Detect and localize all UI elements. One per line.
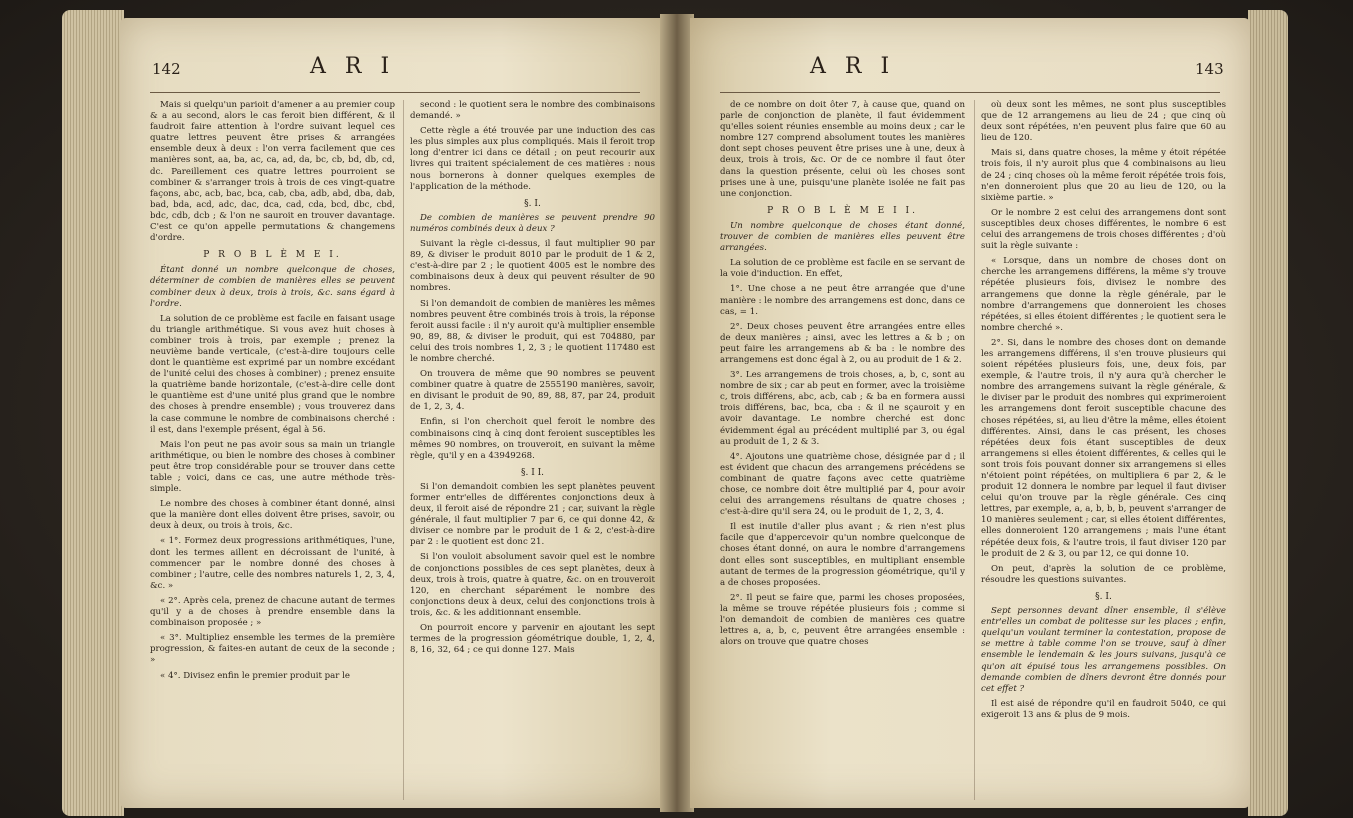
paragraph: De combien de manières se peuvent prendre 90 numéros combinés deux à deux ?	[410, 212, 655, 234]
paragraph: Étant donné un nombre quelconque de choses, déterminer de combien de manières elles se peuvent combiner deux à deux, trois à trois, &c. sans égard à l'ordre.	[150, 265, 395, 309]
paragraph: Si l'on demandoit combien les sept planètes peuvent former entr'elles de différentes conjonctions deux à deux, il feroit aisé de répondre 21 ; car, suivant la règle générale, il faut multiplier 7 par 6, ce qui donne 42, & diviser ce nombre par le produit de 1 & 2, c'est-à-dire par 2 : le quotient est donc 21.	[410, 481, 655, 548]
paragraph: §. I.	[1095, 591, 1112, 602]
left-page-edges	[62, 10, 124, 816]
paragraph: second : le quotient sera le nombre des combinaisons demandé. »	[410, 100, 655, 122]
paragraph: Sept personnes devant dîner ensemble, il s'élève entr'elles un combat de politesse sur les places ; enfin, quelqu'un voulant terminer la contestation, propose de se mettre à table comme l'on se trouve, sauf à dîner ensemble le lendemain & les jours suivans, jusqu'à ce qu'on ait épuisé tous les arrangemens possibles. On demande combien de dîners devront être donnés pour cet effet ?	[981, 606, 1226, 694]
paragraph: Il est aisé de répondre qu'il en faudroit 5040, ce qui exigeroit 13 ans & plus de 9 mois.	[981, 698, 1226, 720]
paragraph: 3°. Les arrangemens de trois choses, a, b, c, sont au nombre de six ; car ab peut en former, avec la troisième c, trois différens, abc, acb, cab ; & ba en formera aussi trois différens, bac, bca, cba : & il ne sçauroit y en avoir davantage. Le nombre cherché est donc évidemment égal au précédent multiplié par 3, ou égal au produit de 1, 2 & 3.	[720, 370, 965, 447]
paragraph: P R O B L È M E I I.	[767, 205, 918, 216]
paragraph: « 1°. Formez deux progressions arithmétiques, l'une, dont les termes aillent en décroissant de l'unité, à commencer par le nombre donné des choses à combiner ; l'autre, celle des nombres naturels 1, 2, 3, 4, &c. »	[150, 536, 395, 591]
paragraph: Or le nombre 2 est celui des arrangemens dont sont susceptibles deux choses différentes, le nombre 6 est celui des arrangemens de trois choses différentes ; d'où suit la règle suivante :	[981, 207, 1226, 252]
paragraph: On pourroit encore y parvenir en ajoutant les sept termes de la progression géométrique double, 1, 2, 4, 8, 16, 32, 64 ; ce qui donne 127. Mais	[410, 623, 655, 656]
paragraph: Il est inutile d'aller plus avant ; & rien n'est plus facile que d'appercevoir qu'un nombre quelconque de choses étant donné, on aura le nombre d'arrangemens dont elles sont susceptibles, en multipliant ensemble autant de termes de la progression géométrique, qu'il y a de choses proposées.	[720, 522, 965, 588]
paragraph: Si l'on demandoit de combien de manières les mêmes nombres peuvent être combinés trois à trois, la réponse feroit aussi facile : il n'y auroit qu'à multiplier ensemble 90, 89, 88, & diviser le produit, qui est 704880, par celui des trois nombres 1, 2, 3 ; le quotient 117480 est le nombre cherché.	[410, 298, 655, 364]
paragraph: 1°. Une chose a ne peut être arrangée que d'une manière : le nombre des arrangemens est donc, dans ce cas, = 1.	[720, 284, 965, 317]
paragraph: P R O B L È M E I.	[203, 250, 342, 261]
paragraph: Mais l'on peut ne pas avoir sous sa main un triangle arithmétique, ou bien le nombre des choses à combiner peut être trop considérable pour se trouver dans cette table ; voici, dans ce cas, une autre méthode très-simple.	[150, 439, 395, 495]
right-column-2	[981, 100, 1226, 800]
right-page	[690, 18, 1250, 808]
paragraph: « 3°. Multipliez ensemble les termes de la première progression, & faites-en autant de ceux de la seconde ; »	[150, 633, 395, 666]
left-column-2	[410, 100, 655, 800]
paragraph: Enfin, si l'on cherchoit quel feroit le nombre des combinaisons cinq à cinq dont feroient susceptibles les mêmes 90 nombres, on trouveroit, en suivant la même règle, qu'il y en a 43949268.	[410, 417, 655, 461]
paragraph: Cette règle a été trouvée par une induction des cas les plus simples aux plus compliqués. Mais il feroit trop long d'entrer ici dans ce détail ; on peut recourir aux livres qui traitent spécialement de ces matières : nous nous bornerons à donner quelques exemples de l'application de la méthode.	[410, 126, 655, 192]
page-number-right: 143	[1195, 60, 1224, 78]
paragraph: La solution de ce problème est facile en faisant usage du triangle arithmétique. Si vous avez huit choses à combiner trois à trois, par exemple ; prenez la neuvième bande verticale, (c'est-à-dire toujours celle dont le quantième est exprimé par un nombre excédant de l'unité celui des choses à combiner) ; prenez ensuite la quatrième bande horizontale, (c'est-à-dire celle dont le quantième est d'une unité plus grand que le nombre des choses à prendre ensemble) ; vous trouverez dans la case commune le nombre de combinaisons cherché : il est, dans l'exemple présent, égal à 56.	[150, 313, 395, 435]
paragraph: « Lorsque, dans un nombre de choses dont on cherche les arrangemens différens, la même s'y trouve répétée plusieurs fois, divisez le nombre des arrangemens que donne la règle générale, par le nombre d'arrangemens que donneroient les choses répétées, si elles étoient différentes ; le quotient sera le nombre cherché ».	[981, 256, 1226, 333]
book-gutter	[660, 14, 694, 812]
paragraph: §. I.	[524, 198, 541, 209]
running-head-left: A R I	[310, 54, 396, 79]
paragraph: « 2°. Après cela, prenez de chacune autant de termes qu'il y a de choses à prendre ensemble dans la combinaison proposée ; »	[150, 595, 395, 629]
paragraph: où deux sont les mêmes, ne sont plus susceptibles que de 12 arrangemens au lieu de 24 ; que cinq où deux sont répétées, n'en peuvent plus faire que 60 au lieu de 120.	[981, 100, 1226, 144]
paragraph: Suivant la règle ci-dessus, il faut multiplier 90 par 89, & diviser le produit 8010 par le produit de 1 & 2, c'est-à-dire par 2 ; le quotient 4005 est le nombre des combinaisons deux à deux qui peuvent résulter de 90 nombres.	[410, 239, 655, 294]
paragraph: « 4°. Divisez enfin le premier produit par le	[160, 670, 350, 681]
column-divider-right	[974, 100, 975, 800]
running-head-right: A R I	[810, 54, 896, 79]
paragraph: Un nombre quelconque de choses étant donné, trouver de combien de manières elles peuvent être arrangées.	[720, 220, 965, 254]
header-rule-right	[720, 92, 1220, 93]
paragraph: La solution de ce problème est facile en se servant de la voie d'induction. En effet,	[720, 258, 965, 280]
header-rule-left	[150, 92, 640, 93]
paragraph: §. I I.	[520, 467, 545, 478]
paragraph: On trouvera de même que 90 nombres se peuvent combiner quatre à quatre de 2555190 manières, savoir, en divisant le produit de 90, 89, 88, 87, par 24, produit de 1, 2, 3, 4.	[410, 369, 655, 413]
paragraph: On peut, d'après la solution de ce problème, résoudre les questions suivantes.	[981, 563, 1226, 585]
left-page	[120, 18, 665, 808]
paragraph: 4°. Ajoutons une quatrième chose, désignée par d ; il est évident que chacun des arrangemens précédens se combinant de quatre façons avec cette quatrième chose, ce nombre doit être multiplié par 4, pour avoir celui des arrangemens résultans de quatre choses ; c'est-à-dire qu'il sera 24, ou le produit de 1, 2, 3, 4.	[720, 451, 965, 518]
left-column-1	[150, 100, 395, 800]
paragraph: Mais si quelqu'un parioit d'amener a au premier coup & a au second, alors le cas feroit bien différent, & il faudroit faire attention à l'ordre suivant lequel ces quatre lettres peuvent être prises & arrangées ensemble deux à deux : l'on verra facilement que ces manières sont, aa, ba, ac, ca, ad, da, bc, cb, bd, db, cd, dc. Pareillement ces quatre lettres pourroient se combiner & s'arranger trois à trois de ces vingt-quatre façons, abc, acb, bac, bca, cab, cba, adb, abd, dba, dab, bad, bda, acd, adc, dac, dca, cad, cda, bcd, dbc, cbd, bdc, cdb, dcb ; & l'on ne sauroit en trouver davantage. C'est ce qu'on appelle permutations & changemens d'ordre.	[150, 100, 395, 244]
page-number-left: 142	[152, 60, 181, 78]
paragraph: 2°. Si, dans le nombre des choses dont on demande les arrangemens différens, il s'en trouve plusieurs qui soient répétées plusieurs fois, une, deux fois, par exemple, & l'autre trois, il n'y aura qu'à chercher le nombre des arrangemens suivant la règle générale, & le diviser par le produit des nombres qui exprimeroient les arrangemens dont feroit susceptible chacune des choses répétées, si, au lieu d'être la même, elles étoient différentes. Ainsi, dans le cas présent, les choses répétées deux fois étant susceptibles de deux arrangemens si elles étoient différentes, & celles qui le sont trois fois pouvant donner six arrangemens si elles n'étoient point répétées, on multipliera 6 par 2, & le produit 12 donnera le nombre par lequel il faut diviser celui qu'on trouve par la règle générale. Ces cinq lettres, par exemple, a, a, b, b, b, peuvent s'arranger de 10 manières seulement ; car, si elles étoient différentes, elles donneroient 120 arrangemens ; mais l'une étant répétée deux fois, & l'autre trois, il faut diviser 120 par le produit de 2 & 3, ou par 12, ce qui donne 10.	[981, 337, 1226, 559]
paragraph: 2°. Deux choses peuvent être arrangées entre elles de deux manières ; ainsi, avec les lettres a & b ; on peut faire les arrangemens ab & ba : le nombre des arrangemens est donc égal à 2, ou au produit de 1 & 2.	[720, 321, 965, 365]
paragraph: de ce nombre on doit ôter 7, à cause que, quand on parle de conjonction de planète, il faut évidemment qu'elles soient réunies ensemble au moins deux ; car le nombre 127 comprend absolument toutes les manières dont sept choses peuvent être prises une à une, deux à deux, trois à trois, &c. Or de ce nombre il faut ôter dans la question présente, celui où les choses sont prises une à une, puisqu'une planète isolée ne fait pas une conjonction.	[720, 100, 965, 199]
paragraph: 2°. Il peut se faire que, parmi les choses proposées, la même se trouve répétée plusieurs fois ; comme si l'on demandoit de combien de manières ces quatre lettres a, a, b, c, peuvent être arrangées ensemble : alors on trouve que quatre choses	[720, 592, 965, 648]
column-divider-left	[403, 100, 404, 800]
right-column-1	[720, 100, 965, 800]
paragraph: Si l'on vouloit absolument savoir quel est le nombre de conjonctions possibles de ces sept planètes, deux à deux, trois à trois, quatre à quatre, &c. on en trouveroit 120, en cherchant séparément le nombre des conjonctions deux à deux, celui des conjonctions trois à trois, &c. & les additionnant ensemble.	[410, 552, 655, 618]
paragraph: Le nombre des choses à combiner étant donné, ainsi que la manière dont elles doivent être prises, savoir, ou deux à deux, ou trois à trois, &c.	[150, 499, 395, 532]
paragraph: Mais si, dans quatre choses, la même y étoit répétée trois fois, il n'y auroit plus que 4 combinaisons au lieu de 24 ; cinq choses où la même feroit répétée trois fois, n'en donneroient plus que 20 au lieu de 120, ou la sixième partie. »	[981, 148, 1226, 203]
right-page-edges	[1248, 10, 1288, 816]
